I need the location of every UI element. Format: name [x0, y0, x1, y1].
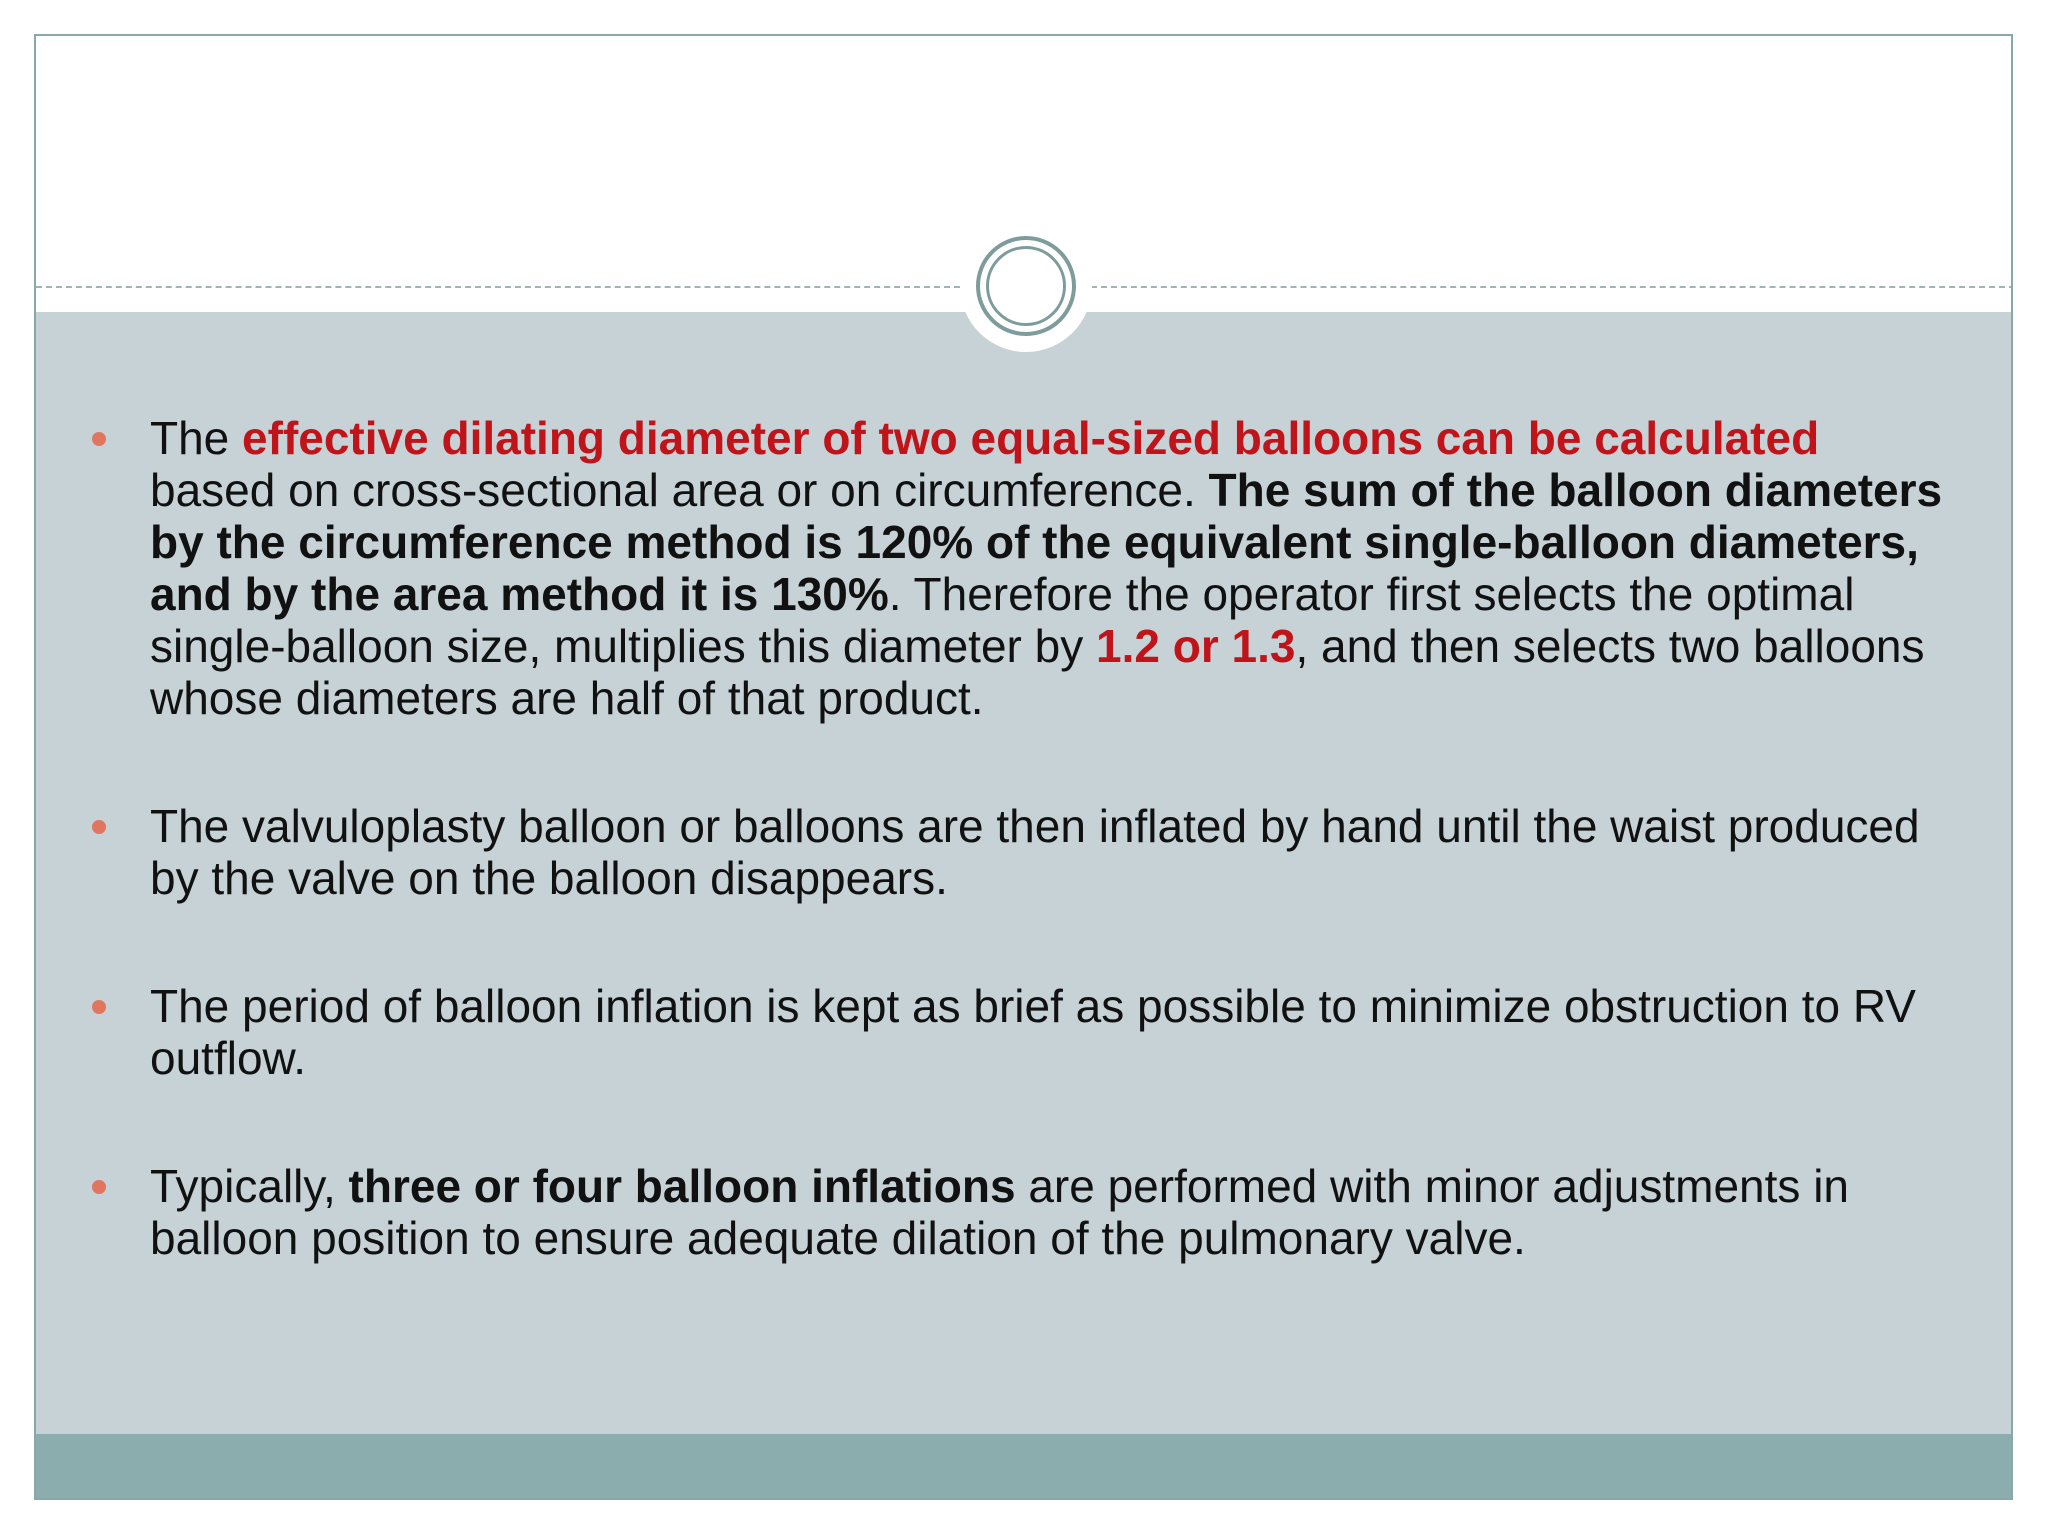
bullet-icon — [92, 1180, 106, 1194]
divider-line-right — [1091, 286, 2013, 288]
bullet-item-1 — [116, 412, 1956, 724]
bold-text: The sum of the balloon diameters by the circumference method is 120% of the equivalent single-balloon diameters, and by the area method it is 130% — [150, 464, 1943, 620]
text-segment: . Therefore the operator first selects the optimal single-balloon size, multiplies this diameter by — [150, 568, 1855, 672]
text-segment: The — [150, 412, 243, 464]
ring-inner — [986, 246, 1066, 326]
footer-band — [36, 1434, 2011, 1500]
highlight-text: 1.2 or 1.3 — [1096, 620, 1296, 672]
bullet-list — [116, 412, 1956, 1264]
bullet-item-4 — [116, 1160, 1956, 1264]
divider-line-left — [36, 286, 960, 288]
text-segment: The period of balloon inflation is kept as brief as possible to minimize obstruction to RV outflow. — [150, 980, 1916, 1084]
bold-text: three or four balloon inflations — [348, 1160, 1016, 1212]
bullet-icon — [92, 432, 106, 446]
text-segment: Typically, — [150, 1160, 349, 1212]
circle-ornament-icon — [960, 220, 1092, 352]
text-segment: based on cross-sectional area or on circumference. — [150, 464, 1209, 516]
ring-outer — [976, 236, 1076, 336]
text-segment: are performed with minor adjustments in balloon position to ensure adequate dilation of the pulmonary valve. — [150, 1160, 1850, 1264]
text-segment: , and then selects two balloons whose diameters are half of that product. — [150, 620, 1925, 724]
text-segment: The valvuloplasty balloon or balloons are then inflated by hand until the waist produced by the valve on the balloon disappears. — [150, 800, 1920, 904]
bullet-item-3 — [116, 980, 1956, 1084]
bullet-icon — [92, 820, 106, 834]
bullet-item-2 — [116, 800, 1956, 904]
highlight-text: effective dilating diameter of two equal-sized balloons can be calculated — [242, 412, 1820, 464]
bullet-icon — [92, 1000, 106, 1014]
